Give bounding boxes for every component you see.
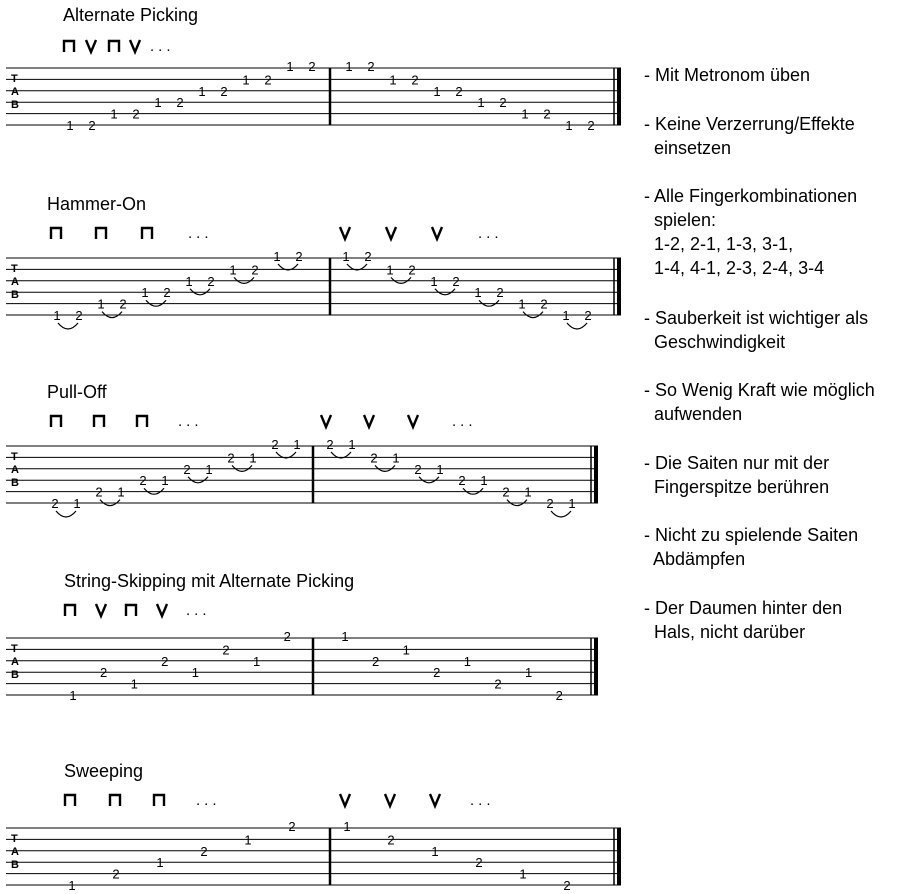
fret-number: 2 <box>543 106 551 122</box>
fret-number: 1 <box>402 642 410 658</box>
tip-metronome: - Mit Metronom üben <box>644 65 811 85</box>
fret-number: 1 <box>524 665 533 681</box>
downstroke-symbol <box>51 228 61 239</box>
continuation-dots: ... <box>470 792 495 809</box>
upstroke-symbol <box>321 415 331 427</box>
fret-number: 2 <box>264 72 272 88</box>
fret-number: 1 <box>392 450 400 466</box>
fret-number: 1 <box>433 83 441 99</box>
tip-cleanliness: - Sauberkeit ist wichtiger als Geschwindigkeit <box>644 308 869 352</box>
fret-number: 1 <box>342 249 350 264</box>
fret-number: 1 <box>430 273 438 289</box>
fret-number: 2 <box>227 450 235 466</box>
upstroke-symbol <box>340 227 350 239</box>
fret-number: 2 <box>271 437 279 452</box>
downstroke-symbol <box>51 416 61 427</box>
tab-clef-letter: A <box>11 464 19 476</box>
upstroke-symbol <box>86 40 96 52</box>
tip-finger-combinations: - Alle Fingerkombinationen spielen: 1-2, 2-1, 1-3, 3-1, 1-4, 4-1, 2-3, 2-4, 3-4 <box>644 186 858 278</box>
fret-number: 2 <box>387 832 395 848</box>
continuation-dots: ... <box>186 602 211 619</box>
fret-number: 2 <box>88 118 96 133</box>
fret-number: 1 <box>185 273 193 289</box>
exercise-title: Alternate Picking <box>63 5 199 25</box>
fret-number: 2 <box>370 450 378 466</box>
fret-number: 1 <box>518 296 526 312</box>
fret-number: 2 <box>112 866 120 882</box>
continuation-dots: ... <box>150 38 175 55</box>
fret-number: 1 <box>198 83 206 99</box>
fret-number: 1 <box>345 59 353 74</box>
fret-number: 1 <box>161 473 169 489</box>
fret-number: 2 <box>176 95 184 111</box>
fret-number: 2 <box>455 83 463 99</box>
exercise-4 <box>6 571 598 703</box>
fret-number: 2 <box>496 285 504 301</box>
fret-number: 2 <box>95 484 103 500</box>
fret-number: 1 <box>242 72 250 88</box>
fret-number: 2 <box>502 484 510 500</box>
fret-number: 1 <box>130 676 138 692</box>
fret-number: 2 <box>132 106 140 122</box>
downstroke-symbol <box>110 795 120 806</box>
exercise-title: Pull-Off <box>47 382 107 402</box>
fret-number: 2 <box>494 676 502 692</box>
fret-number: 1 <box>68 878 76 893</box>
exercise-2 <box>6 194 621 329</box>
tab-clef-letter: T <box>11 263 18 275</box>
tip-thumb-position: - Der Daumen hinter den Hals, nicht darüber <box>644 598 843 642</box>
fret-number: 2 <box>75 308 83 323</box>
tab-clef-letter: A <box>11 86 19 98</box>
upstroke-symbol <box>386 227 396 239</box>
upstroke-symbol <box>130 40 140 52</box>
exercise-3 <box>6 382 598 517</box>
tab-clef-letter: B <box>11 289 19 301</box>
fret-number: 1 <box>229 262 237 278</box>
fret-number: 1 <box>273 249 281 264</box>
fret-number: 1 <box>249 450 257 466</box>
continuation-dots: ... <box>478 225 503 242</box>
tab-clef-letter: A <box>11 846 19 858</box>
fret-number: 2 <box>367 59 375 74</box>
fret-number: 1 <box>480 473 488 489</box>
tab-clef-letter: B <box>11 99 19 111</box>
downstroke-symbol <box>126 605 136 616</box>
fret-number: 2 <box>433 665 441 681</box>
fret-number: 2 <box>458 473 466 489</box>
fret-number: 2 <box>295 249 303 264</box>
fret-number: 2 <box>326 437 334 452</box>
fret-number: 1 <box>341 629 349 644</box>
fret-number: 1 <box>386 262 394 278</box>
exercise-title: Hammer-On <box>47 194 147 214</box>
fret-number: 2 <box>251 262 259 278</box>
fret-number: 2 <box>371 653 380 669</box>
fret-number: 1 <box>431 843 439 859</box>
fret-number: 2 <box>411 72 419 88</box>
fret-number: 1 <box>141 285 149 301</box>
fret-number: 1 <box>156 855 164 871</box>
upstroke-symbol <box>157 604 167 616</box>
fret-number: 2 <box>139 473 147 489</box>
fret-number: 2 <box>119 296 127 312</box>
fret-number: 2 <box>408 262 416 278</box>
fret-number: 2 <box>200 843 208 859</box>
fret-number: 1 <box>521 106 529 122</box>
tip-little-force: - So Wenig Kraft wie möglich aufwenden <box>644 380 875 424</box>
tip-mute-strings: - Nicht zu spielende Saiten Abdämpfen <box>644 525 859 569</box>
fret-number: 1 <box>389 72 397 88</box>
exercise-title: Sweeping <box>64 761 144 781</box>
fret-number: 2 <box>308 59 316 74</box>
fret-number: 2 <box>452 273 460 289</box>
fret-number: 2 <box>584 308 592 323</box>
exercise-1 <box>6 5 621 133</box>
tip-no-distortion: - Keine Verzerrung/Effekte einsetzen <box>644 114 855 158</box>
tab-clef-letter: B <box>11 669 19 681</box>
downstroke-symbol <box>65 605 75 616</box>
slur-arc <box>58 323 78 329</box>
upstroke-symbol <box>408 415 418 427</box>
slur-arc <box>567 323 587 329</box>
fret-number: 1 <box>293 437 301 452</box>
downstroke-symbol <box>109 41 119 52</box>
tab-clef-letter: T <box>11 451 18 463</box>
tab-clef-letter: T <box>11 643 18 655</box>
continuation-dots: ... <box>452 413 477 430</box>
exercise-5 <box>6 761 621 893</box>
fret-number: 1 <box>477 95 485 111</box>
fret-number: 1 <box>53 308 61 323</box>
continuation-dots: ... <box>188 225 213 242</box>
fret-number: 2 <box>555 688 563 703</box>
fret-number: 1 <box>436 461 444 477</box>
fret-number: 1 <box>110 106 118 122</box>
upstroke-symbol <box>430 794 440 806</box>
fret-number: 2 <box>163 285 171 301</box>
exercise-title: String-Skipping mit Alternate Picking <box>64 571 355 591</box>
fret-number: 2 <box>283 629 291 644</box>
fret-number: 2 <box>183 461 191 477</box>
upstroke-symbol <box>96 604 106 616</box>
fret-number: 2 <box>161 653 169 669</box>
fret-number: 2 <box>414 461 422 477</box>
fret-number: 1 <box>191 665 200 681</box>
fret-number: 1 <box>244 832 252 848</box>
fret-number: 1 <box>348 437 356 452</box>
tab-clef-letter: B <box>11 859 19 871</box>
fret-number: 2 <box>207 273 215 289</box>
fret-number: 2 <box>563 878 571 893</box>
upstroke-symbol <box>340 794 350 806</box>
fret-number: 2 <box>540 296 548 312</box>
fret-number: 1 <box>205 461 213 477</box>
fret-number: 1 <box>252 653 261 669</box>
fret-number: 2 <box>288 819 296 834</box>
fret-number: 1 <box>66 118 74 133</box>
slur-arc <box>551 511 571 517</box>
tab-clef-letter: T <box>11 73 18 85</box>
downstroke-symbol <box>65 795 75 806</box>
downstroke-symbol <box>96 228 106 239</box>
fret-number: 1 <box>519 866 527 882</box>
fret-number: 1 <box>69 688 77 703</box>
fret-number: 2 <box>220 83 228 99</box>
tab-clef-letter: B <box>11 477 19 489</box>
fret-number: 1 <box>117 484 125 500</box>
fret-number: 2 <box>364 249 372 264</box>
fret-number: 1 <box>154 95 162 111</box>
downstroke-symbol <box>94 416 104 427</box>
fret-number: 2 <box>499 95 507 111</box>
fret-number: 2 <box>51 496 59 511</box>
tab-clef-letter: A <box>11 276 19 288</box>
fret-number: 2 <box>222 642 230 658</box>
downstroke-symbol <box>154 795 164 806</box>
downstroke-symbol <box>64 41 74 52</box>
fret-number: 1 <box>524 484 532 500</box>
continuation-dots: ... <box>196 792 221 809</box>
fret-number: 2 <box>546 496 554 511</box>
fret-number: 1 <box>568 496 576 511</box>
fret-number: 2 <box>475 855 483 871</box>
fret-number: 1 <box>474 285 482 301</box>
fret-number: 2 <box>99 665 108 681</box>
fret-number: 1 <box>343 819 351 834</box>
tab-clef-letter: T <box>11 833 18 845</box>
downstroke-symbol <box>137 416 147 427</box>
fret-number: 1 <box>73 496 81 511</box>
fret-number: 1 <box>565 118 573 133</box>
tip-fingertips: - Die Saiten nur mit der Fingerspitze berühren <box>644 453 830 497</box>
fret-number: 2 <box>587 118 595 133</box>
fret-number: 1 <box>562 308 570 323</box>
slur-arc <box>56 511 76 517</box>
fret-number: 1 <box>97 296 105 312</box>
upstroke-symbol <box>432 227 442 239</box>
fret-number: 1 <box>286 59 294 74</box>
fret-number: 1 <box>463 653 472 669</box>
tab-clef-letter: A <box>11 656 19 668</box>
downstroke-symbol <box>142 228 152 239</box>
continuation-dots: ... <box>178 413 203 430</box>
upstroke-symbol <box>385 794 395 806</box>
upstroke-symbol <box>364 415 374 427</box>
